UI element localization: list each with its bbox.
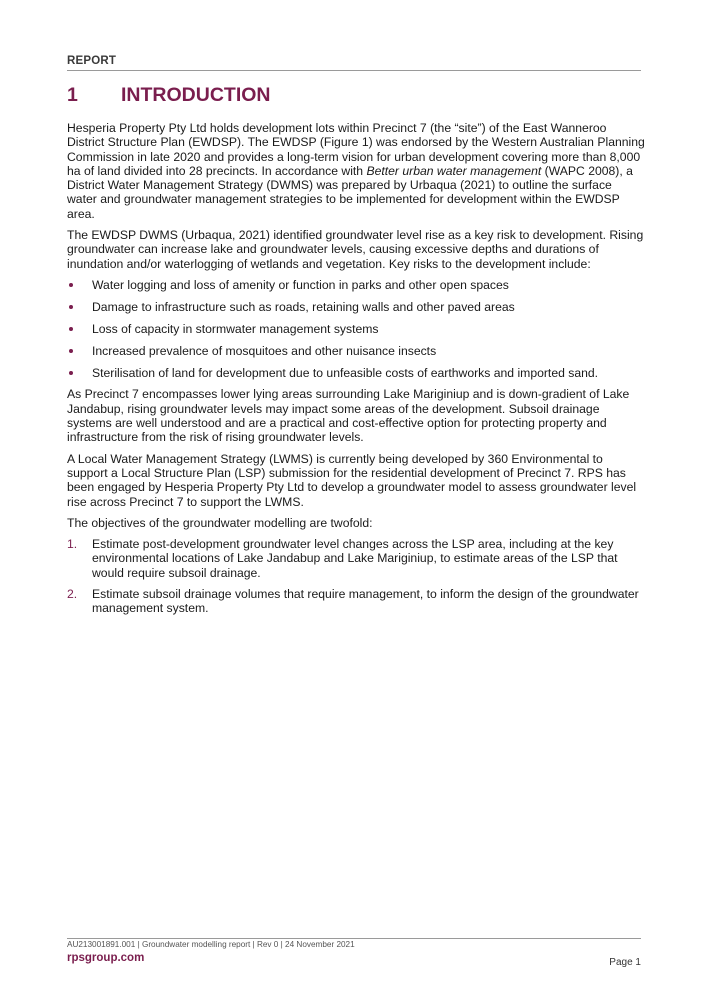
footer-divider [67, 938, 641, 939]
risks-list [67, 278, 645, 380]
paragraph-intro [67, 121, 645, 221]
paragraph-intro-part-b: (WAPC 2008), a District Water Management Strategy (DWMS) was prepared by Urbaqua (2021) to outline the surface water and groundwater management strategies to be implemented for development within the EWDSP area. [67, 163, 633, 221]
list-item-text: Loss of capacity in stormwater management systems [92, 321, 379, 336]
footer-document-info: AU213001891.001 | Groundwater modelling report | Rev 0 | 24 November 2021 [67, 940, 355, 949]
section-heading [67, 84, 271, 107]
section-title: INTRODUCTION [121, 84, 271, 106]
bullet-icon [69, 349, 73, 353]
list-item-text: Increased prevalence of mosquitoes and other nuisance insects [92, 343, 437, 358]
header-label: REPORT [67, 55, 117, 67]
list-item [67, 278, 645, 292]
section-number: 1 [67, 84, 78, 106]
paragraph-precinct: As Precinct 7 encompasses lower lying areas surrounding Lake Mariginiup and is down-gradient of Lake Jandabup, rising groundwater levels may impact some areas of the development. Subsoil drainage systems are well understood and are a practical and cost-effective option for protecting property and infrastructure from the risk of rising groundwater levels. [67, 387, 630, 445]
list-number: 1. [67, 537, 78, 552]
list-item [67, 322, 645, 336]
list-number: 2. [67, 586, 78, 601]
list-item-text: Estimate subsoil drainage volumes that require management, to inform the design of the groundwater management system. [92, 586, 639, 616]
body-content [67, 121, 645, 623]
list-item [67, 344, 645, 358]
list-item [67, 366, 645, 380]
list-item-text: Damage to infrastructure such as roads, retaining walls and other paved areas [92, 299, 515, 314]
paragraph-risks-intro: The EWDSP DWMS (Urbaqua, 2021) identified groundwater level rise as a key risk to development. Rising groundwater can increase lake and groundwater levels, causing excessive depths and durations of inundation and/or waterlogging of wetlands and vegetation. Key risks to the development include: [67, 228, 644, 271]
paragraph-objectives-intro: The objectives of the groundwater modelling are twofold: [67, 515, 373, 530]
paragraph-lwms: A Local Water Management Strategy (LWMS) is currently being developed by 360 Environmental to support a Local Structure Plan (LSP) submission for the residential development of Precinct 7. RPS has been engaged by Hesperia Property Pty Ltd to develop a groundwater model to assess groundwater level rise across Precinct 7 to support the LWMS. [67, 451, 637, 509]
paragraph-intro-part-a: Hesperia Property Pty Ltd holds development lots within Precinct 7 (the “site”) of the East Wanneroo District Structure Plan (EWDSP). The EWDSP (Figure 1) was endorsed by the Western Australian Planning Commission in late 2020 and provides a long-term vision for urban development covering more than 8,000 ha of land divided into 28 precincts. In accordance with [67, 121, 645, 178]
bullet-icon [69, 327, 73, 331]
list-item [67, 587, 645, 616]
list-item-text: Sterilisation of land for development due to unfeasible costs of earthworks and imported sand. [92, 365, 599, 380]
list-item [67, 537, 645, 580]
list-item [67, 300, 645, 314]
paragraph-intro-citation: Better urban water management [366, 163, 542, 178]
header-divider [67, 70, 641, 71]
list-item-text: Estimate post-development groundwater level changes across the LSP area, including at the key environmental locations of Lake Jandabup and Lake Mariginiup, to estimate areas of the LSP that would require subsoil drainage. [92, 537, 618, 580]
bullet-icon [69, 283, 73, 287]
objectives-list [67, 537, 645, 615]
list-item-text: Water logging and loss of amenity or function in parks and other open spaces [92, 277, 509, 292]
page-number: Page 1 [609, 957, 641, 968]
bullet-icon [69, 371, 73, 375]
bullet-icon [69, 305, 73, 309]
footer-brand-link[interactable]: rpsgroup.com [67, 952, 145, 964]
